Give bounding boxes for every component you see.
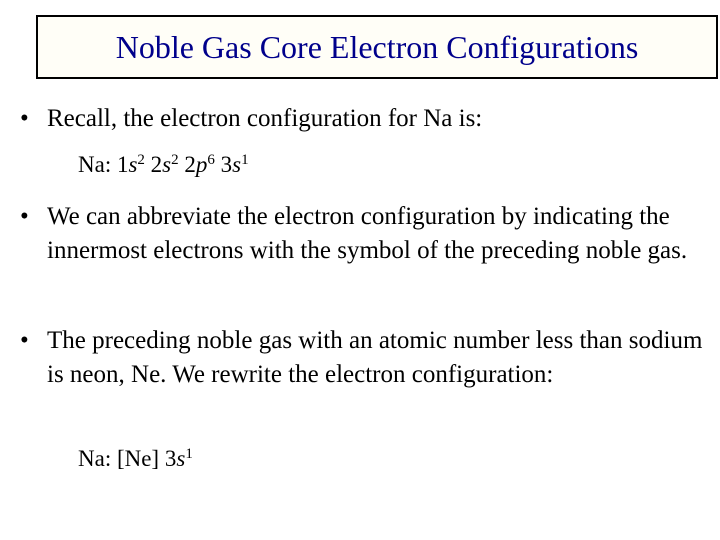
slide-title: Noble Gas Core Electron Configurations bbox=[115, 28, 639, 65]
bullet-1-text: Recall, the electron configuration for Na is: bbox=[47, 105, 483, 132]
orbital-term: $1s^2$ bbox=[116, 152, 145, 177]
formula-prefix: Na: [Ne] bbox=[78, 446, 165, 471]
bullet-3-text: The preceding noble gas with an atomic number less than sodium is neon, Ne. We rewrite the electron configuration: bbox=[47, 327, 703, 388]
orbital-term: $3s^1$ bbox=[220, 152, 249, 177]
bullet-2-text: We can abbreviate the electron configuration by indicating the innermost electrons with the symbol of the preceding noble gas. bbox=[47, 203, 688, 264]
electron-config-abbreviated bbox=[78, 444, 193, 474]
bullet-marker: • bbox=[20, 105, 29, 132]
bullet-marker: • bbox=[20, 327, 29, 354]
orbital-term: $2p^6$ bbox=[184, 152, 215, 177]
orbital-term: $3s^1$ bbox=[164, 446, 193, 471]
orbital-term: $2s^2$ bbox=[150, 152, 179, 177]
title-box bbox=[36, 15, 718, 79]
formula-prefix: Na: bbox=[78, 152, 117, 177]
bullet-marker: • bbox=[20, 203, 29, 230]
electron-config-full bbox=[78, 150, 249, 180]
